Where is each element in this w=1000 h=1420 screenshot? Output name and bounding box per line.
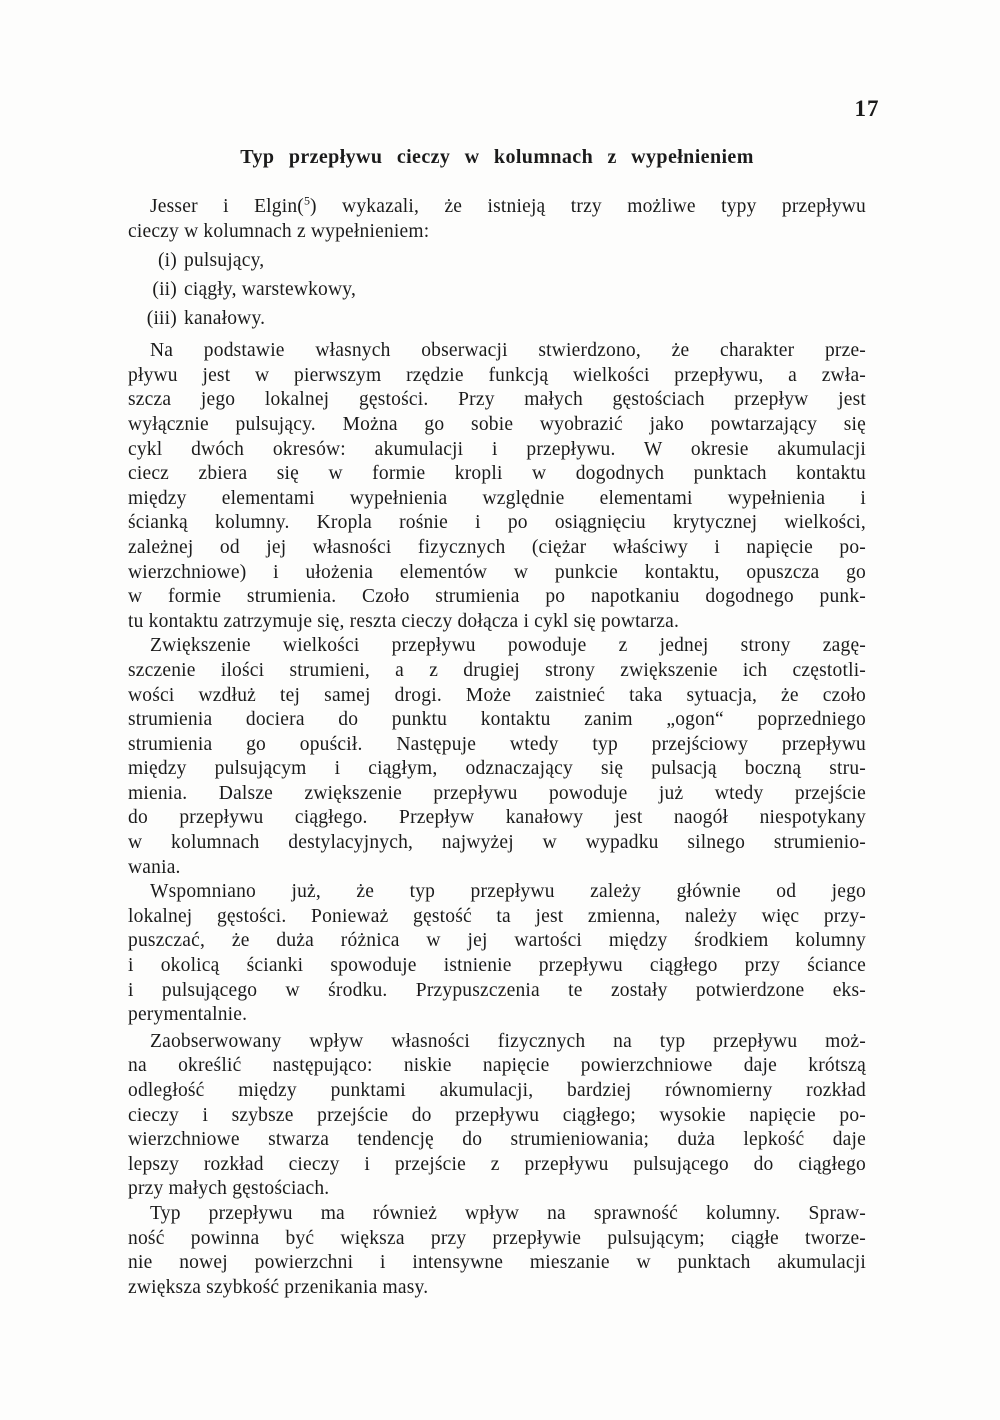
text-line: na określić następująco: niskie napięcie powierzchniowe daje krótszą — [128, 1055, 866, 1077]
list-item-text: kanałowy. — [184, 308, 266, 330]
text-line: wyłącznie pulsujący. Można go sobie wyobrazić jako powtarzający się — [128, 413, 866, 435]
list-item — [128, 246, 866, 275]
text-line: Zaobserwowany wpływ własności fizycznych na typ przepływu moż- — [150, 1030, 866, 1052]
text-line: wania. — [128, 856, 181, 878]
text-line: wierzchniowe stwarza tendencję do strumieniowania; duża lepkość daje — [128, 1129, 866, 1151]
list-item-marker: (iii) — [146, 308, 177, 330]
text-line: między pulsującym i ciągłym, odznaczający się pulsacją boczną stru- — [128, 758, 866, 780]
text-line: mienia. Dalsze zwiększenie przepływu powoduje już wtedy przejście — [128, 782, 866, 804]
text-line: wości wzdłuż tej samej drogi. Może zaistnieć taka sytuacja, że czoło — [128, 684, 866, 706]
text-line: odległość między punktami akumulacji, bardziej równomierny rozkład — [128, 1080, 866, 1101]
text-line: strumienia go opuścił. Następuje wtedy typ przejściowy przepływu — [128, 733, 866, 755]
paragraph — [128, 195, 866, 244]
text-line: cykl dwóch okresów: akumulacji i przepływu. W okresie akumulacji — [128, 438, 866, 460]
text-line: w formie strumienia. Czoło strumienia po napotkaniu dogodnego punk- — [128, 586, 866, 608]
text-line: i okolicą ścianki spowoduje istnienie przepływu ciągłego przy ściance — [128, 955, 866, 977]
list-item-marker: (ii) — [152, 279, 177, 301]
text-line: Zwiększenie wielkości przepływu powoduje z jednej strony zagę- — [150, 635, 866, 657]
text-line: w kolumnach destylacyjnych, najwyżej w wypadku silnego strumienio- — [128, 832, 866, 854]
list-item-marker: (i) — [157, 250, 177, 272]
text-line: wierzchniowe) i ułożenia elementów w punkcie kontaktu, opuszcza go — [128, 561, 866, 583]
text-line: zwiększa szybkość przenikania masy. — [128, 1276, 429, 1298]
flow-type-list — [128, 246, 866, 333]
text-line: tu kontaktu zatrzymuje się, reszta cieczy dołącza i cykl się powtarza. — [128, 610, 680, 632]
paragraph — [128, 634, 866, 880]
text-line: Typ przepływu ma również wpływ na sprawność kolumny. Spraw- — [150, 1202, 866, 1224]
paragraph — [128, 339, 866, 634]
text-line: perymentalnie. — [128, 1004, 248, 1026]
list-item — [128, 275, 866, 304]
text-line: Wspomniano już, że typ przepływu zależy głównie od jego — [150, 881, 866, 903]
list-item — [128, 304, 866, 333]
page-title: Typ przepływu cieczy w kolumnach z wypełnieniem — [240, 146, 754, 168]
paragraph — [128, 1030, 866, 1202]
text-line: ciecz zbiera się w formie kropli w dogodnych punktach kontaktu — [128, 463, 866, 485]
text-line: między elementami wypełnienia względnie elementami wypełnienia i — [128, 487, 866, 509]
text-line: Jesser i Elgin($^5$) wykazali, że istnieją trzy możliwe typy przepływu — [150, 193, 867, 217]
text-line: zależnej od jej własności fizycznych (ciężar właściwy i napięcie po- — [128, 536, 866, 558]
text-line: cieczy i szybsze przejście do przepływu ciągłego; wysokie napięcie po- — [128, 1104, 866, 1126]
footnote-reference: 5 — [304, 193, 311, 208]
list-item-text: ciągły, warstewkowy, — [184, 279, 357, 301]
text-line: i pulsującego w środku. Przypuszczenia te zostały potwierdzone eks- — [128, 979, 866, 1001]
text-line: przy małych gęstościach. — [128, 1178, 330, 1200]
body-text — [128, 195, 866, 1300]
text-line: cieczy w kolumnach z wypełnieniem: — [128, 220, 430, 242]
paragraph — [128, 1202, 866, 1300]
text-line: puszczać, że duża różnica w jej wartości między środkiem kolumny — [128, 930, 866, 952]
paragraph — [128, 880, 866, 1028]
page-number: 17 — [854, 96, 880, 121]
text-line: pływu jest w pierwszym rzędzie funkcją wielkości przepływu, a zwła- — [128, 364, 866, 386]
text-line: szczenie ilości strumieni, a z drugiej strony zwiększenie ich częstotli- — [128, 659, 866, 681]
text-column — [128, 144, 866, 1300]
text-line: ścianką kolumny. Kropla rośnie i po osiągnięciu krytycznej wielkości, — [128, 512, 866, 534]
text-line: strumienia dociera do punktu kontaktu zanim „ogon“ poprzedniego — [128, 709, 866, 731]
text-line: nie nowej powierzchni i intensywne mieszanie w punktach akumulacji — [128, 1252, 866, 1274]
text-line: do przepływu ciągłego. Przepływ kanałowy jest naogół niespotykany — [128, 807, 866, 829]
text-line: Na podstawie własnych obserwacji stwierdzono, że charakter prze- — [150, 340, 866, 362]
text-line: ność powinna być większa przy przepływie pulsującym; ciągłe tworze- — [128, 1227, 866, 1249]
text-line: szcza jego lokalnej gęstości. Przy małych gęstościach przepływ jest — [128, 389, 866, 411]
text-line: lokalnej gęstości. Ponieważ gęstość ta jest zmienna, należy więc przy- — [128, 905, 866, 927]
list-item-text: pulsujący, — [184, 250, 265, 272]
text-line: lepszy rozkład cieczy i przejście z przepływu pulsującego do ciągłego — [128, 1153, 866, 1175]
